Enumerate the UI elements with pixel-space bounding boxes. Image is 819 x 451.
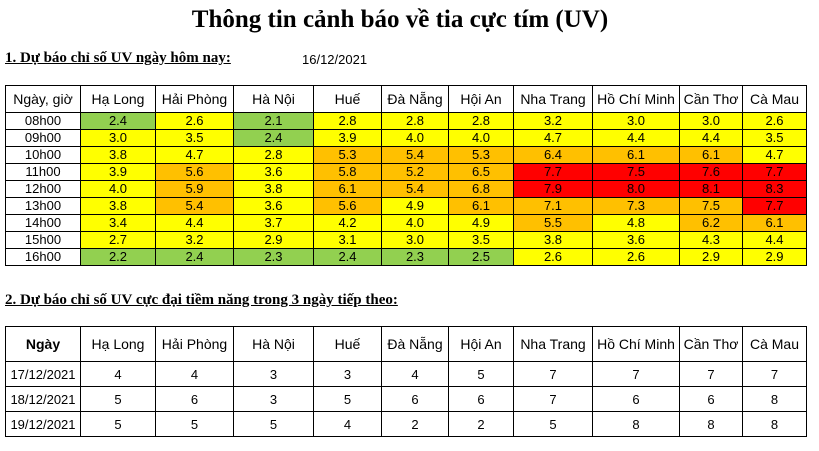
uv-value-cell: 6.8 [449,181,514,198]
uv-value-cell: 5.9 [156,181,234,198]
uv-value-cell: 8.0 [593,181,680,198]
uv-value-cell: 2.4 [156,249,234,266]
city-header: Hồ Chí Minh [593,327,680,362]
city-header: Cà Mau [743,327,807,362]
uv-value-cell: 4.4 [743,232,807,249]
uv-value-cell: 2.5 [449,249,514,266]
max-table-header [6,327,807,362]
uv-value-cell: 2.6 [743,113,807,130]
uv-value-cell: 2.7 [81,232,156,249]
uv-value-cell: 6.1 [743,215,807,232]
uv-max-cell: 8 [743,387,807,412]
uv-value-cell: 3.2 [156,232,234,249]
uv-max-cell: 7 [593,362,680,387]
uv-value-cell: 3.5 [449,232,514,249]
uv-max-cell: 4 [81,362,156,387]
time-cell: 09h00 [6,130,81,147]
uv-value-cell: 5.5 [514,215,593,232]
max-uv-table [5,326,807,437]
city-header: Cần Thơ [680,327,743,362]
uv-value-cell: 4.9 [382,198,449,215]
uv-value-cell: 6.2 [680,215,743,232]
time-cell: 11h00 [6,164,81,181]
uv-value-cell: 2.8 [449,113,514,130]
uv-value-cell: 4.9 [449,215,514,232]
uv-max-cell: 7 [514,387,593,412]
time-cell: 14h00 [6,215,81,232]
uv-max-cell: 3 [234,387,314,412]
uv-max-cell: 4 [382,362,449,387]
corner-header: Ngày [6,327,81,362]
date-cell: 18/12/2021 [6,387,81,412]
uv-value-cell: 3.0 [593,113,680,130]
city-header: Huế [314,327,382,362]
section-2-heading: 2. Dự báo chỉ số UV cực đại tiềm năng trong 3 ngày tiếp theo: [5,292,398,308]
table-row [6,130,807,147]
uv-value-cell: 2.3 [234,249,314,266]
uv-value-cell: 3.2 [514,113,593,130]
city-header: Huế [314,86,382,113]
uv-value-cell: 6.1 [314,181,382,198]
uv-value-cell: 7.7 [743,164,807,181]
uv-value-cell: 7.7 [743,198,807,215]
hourly-table-header [6,86,807,113]
time-cell: 08h00 [6,113,81,130]
time-cell: 13h00 [6,198,81,215]
uv-value-cell: 4.7 [514,130,593,147]
uv-value-cell: 3.9 [81,164,156,181]
city-header: Hội An [449,86,514,113]
time-cell: 16h00 [6,249,81,266]
uv-value-cell: 8.3 [743,181,807,198]
uv-value-cell: 3.6 [234,164,314,181]
forecast-date: 16/12/2021 [302,52,368,67]
uv-value-cell: 4.3 [680,232,743,249]
uv-max-cell: 6 [449,387,514,412]
table-row [6,147,807,164]
table-row [6,113,807,130]
uv-max-cell: 5 [156,412,234,437]
uv-value-cell: 5.6 [156,164,234,181]
uv-max-cell: 8 [743,412,807,437]
uv-max-cell: 2 [449,412,514,437]
table-row [6,215,807,232]
uv-value-cell: 7.9 [514,181,593,198]
uv-max-cell: 6 [680,387,743,412]
uv-value-cell: 7.1 [514,198,593,215]
uv-value-cell: 2.6 [593,249,680,266]
uv-value-cell: 2.9 [680,249,743,266]
uv-value-cell: 6.5 [449,164,514,181]
uv-value-cell: 3.8 [81,147,156,164]
uv-max-cell: 6 [382,387,449,412]
uv-value-cell: 3.8 [81,198,156,215]
city-header: Nha Trang [514,86,593,113]
uv-max-cell: 3 [234,362,314,387]
city-header: Hạ Long [81,327,156,362]
uv-value-cell: 6.1 [680,147,743,164]
city-header: Đà Nẵng [382,327,449,362]
city-header: Cần Thơ [680,86,743,113]
uv-value-cell: 6.1 [449,198,514,215]
uv-max-cell: 4 [314,412,382,437]
uv-value-cell: 7.5 [593,164,680,181]
city-header: Hạ Long [81,86,156,113]
city-header: Đà Nẵng [382,86,449,113]
table-row [6,164,807,181]
uv-value-cell: 3.8 [514,232,593,249]
uv-value-cell: 3.6 [234,198,314,215]
uv-value-cell: 2.6 [156,113,234,130]
uv-value-cell: 3.4 [81,215,156,232]
uv-value-cell: 4.7 [156,147,234,164]
uv-max-cell: 7 [680,362,743,387]
uv-value-cell: 2.4 [234,130,314,147]
uv-max-cell: 7 [743,362,807,387]
uv-value-cell: 2.4 [81,113,156,130]
uv-value-cell: 7.7 [514,164,593,181]
city-header: Hà Nội [234,86,314,113]
uv-max-cell: 6 [593,387,680,412]
uv-value-cell: 5.8 [314,164,382,181]
uv-value-cell: 6.4 [514,147,593,164]
uv-value-cell: 3.1 [314,232,382,249]
uv-max-cell: 7 [514,362,593,387]
uv-value-cell: 2.2 [81,249,156,266]
date-cell: 17/12/2021 [6,362,81,387]
uv-value-cell: 4.0 [382,130,449,147]
hourly-uv-table [5,85,807,266]
uv-value-cell: 4.7 [743,147,807,164]
table-row [6,362,807,387]
section-1-heading: 1. Dự báo chỉ số UV ngày hôm nay: [5,50,231,66]
uv-value-cell: 3.9 [314,130,382,147]
uv-value-cell: 7.3 [593,198,680,215]
uv-max-cell: 6 [156,387,234,412]
uv-value-cell: 3.5 [156,130,234,147]
page-title: Thông tin cảnh báo về tia cực tím (UV) [191,6,609,33]
city-header: Hội An [449,327,514,362]
uv-value-cell: 4.4 [593,130,680,147]
uv-value-cell: 7.6 [680,164,743,181]
uv-value-cell: 7.5 [680,198,743,215]
date-cell: 19/12/2021 [6,412,81,437]
table-row [6,181,807,198]
uv-max-cell: 5 [234,412,314,437]
uv-value-cell: 2.9 [234,232,314,249]
time-cell: 12h00 [6,181,81,198]
uv-value-cell: 3.8 [234,181,314,198]
time-cell: 15h00 [6,232,81,249]
uv-value-cell: 3.0 [680,113,743,130]
uv-value-cell: 5.2 [382,164,449,181]
city-header: Hải Phòng [156,327,234,362]
uv-value-cell: 4.4 [156,215,234,232]
uv-max-cell: 8 [593,412,680,437]
uv-value-cell: 5.4 [382,147,449,164]
city-header: Nha Trang [514,327,593,362]
table-row [6,412,807,437]
uv-max-cell: 4 [156,362,234,387]
uv-max-cell: 5 [81,387,156,412]
uv-value-cell: 8.1 [680,181,743,198]
uv-value-cell: 4.0 [81,181,156,198]
table-row [6,198,807,215]
city-header: Hà Nội [234,327,314,362]
uv-value-cell: 5.4 [156,198,234,215]
uv-max-cell: 5 [81,412,156,437]
uv-value-cell: 5.3 [449,147,514,164]
uv-value-cell: 5.4 [382,181,449,198]
uv-value-cell: 2.6 [514,249,593,266]
uv-value-cell: 4.8 [593,215,680,232]
uv-value-cell: 2.8 [382,113,449,130]
uv-value-cell: 3.5 [743,130,807,147]
uv-value-cell: 3.7 [234,215,314,232]
uv-value-cell: 4.0 [382,215,449,232]
uv-value-cell: 5.3 [314,147,382,164]
city-header: Cà Mau [743,86,807,113]
uv-value-cell: 4.2 [314,215,382,232]
uv-value-cell: 4.4 [680,130,743,147]
uv-max-cell: 2 [382,412,449,437]
table-row [6,387,807,412]
uv-max-cell: 5 [514,412,593,437]
uv-max-cell: 3 [314,362,382,387]
uv-max-cell: 8 [680,412,743,437]
uv-max-cell: 5 [314,387,382,412]
uv-max-cell: 5 [449,362,514,387]
uv-value-cell: 2.8 [314,113,382,130]
uv-value-cell: 3.6 [593,232,680,249]
uv-value-cell: 3.0 [81,130,156,147]
uv-value-cell: 2.9 [743,249,807,266]
uv-value-cell: 5.6 [314,198,382,215]
table-row [6,249,807,266]
table-row [6,232,807,249]
uv-value-cell: 4.0 [449,130,514,147]
city-header: Hồ Chí Minh [593,86,680,113]
time-cell: 10h00 [6,147,81,164]
uv-value-cell: 3.0 [382,232,449,249]
corner-header: Ngày, giờ [6,86,81,113]
city-header: Hải Phòng [156,86,234,113]
uv-value-cell: 2.3 [382,249,449,266]
uv-value-cell: 2.8 [234,147,314,164]
uv-value-cell: 2.1 [234,113,314,130]
uv-value-cell: 2.4 [314,249,382,266]
uv-value-cell: 6.1 [593,147,680,164]
